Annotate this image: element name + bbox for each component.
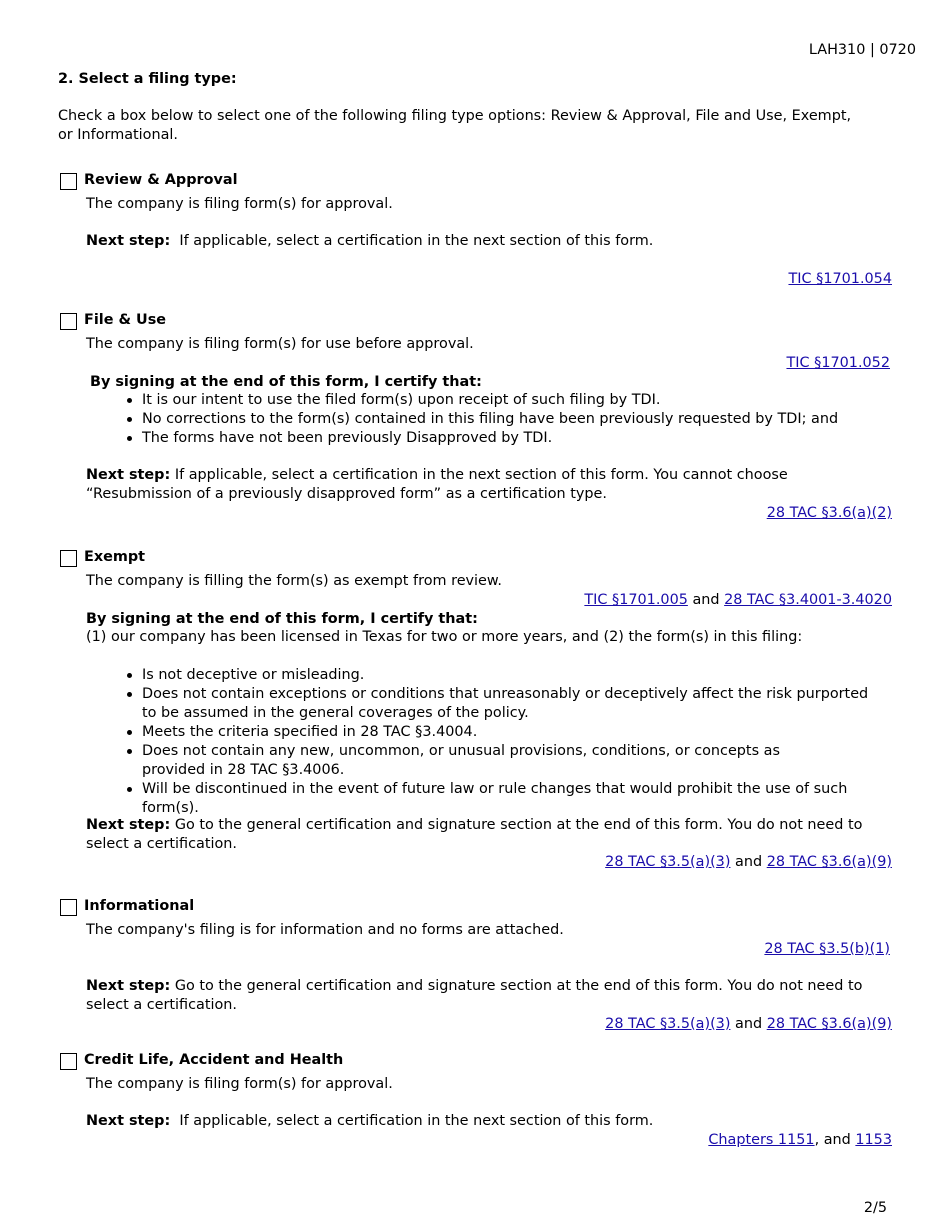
tic-1701-005-link[interactable]: TIC §1701.005	[584, 592, 688, 608]
credit-life-next-step	[86, 1112, 653, 1131]
exempt-next-step	[86, 816, 892, 854]
and-text: and	[735, 1016, 763, 1032]
file-use-description: The company is filing form(s) for use before approval.	[86, 336, 474, 352]
list-item: No corrections to the form(s) contained in this filing have been previously requested by TDI; and	[124, 410, 844, 429]
credit-life-checkbox[interactable]	[60, 1053, 77, 1070]
credit-life-references	[708, 1131, 892, 1150]
file-use-certify-heading: By signing at the end of this form, I certify that:	[90, 374, 482, 390]
list-item: Is not deceptive or misleading.	[124, 666, 874, 685]
tac-3-4001-3-4020-link[interactable]: 28 TAC §3.4001-3.4020	[724, 592, 892, 608]
informational-label: Informational	[84, 898, 195, 914]
and-text: and	[692, 592, 720, 608]
informational-bottom-references	[605, 1015, 892, 1034]
file-use-certify-list	[124, 391, 844, 448]
next-step-label: Next step:	[86, 817, 171, 833]
exempt-references	[584, 591, 892, 610]
comma-and-text: , and	[814, 1132, 851, 1148]
list-item: It is our intent to use the filed form(s) upon receipt of such filing by TDI.	[124, 391, 844, 410]
next-step-text: If applicable, select a certification in the next section of this form.	[179, 1113, 654, 1129]
section-title: 2. Select a filing type:	[58, 71, 237, 87]
chapter-1153-link[interactable]: 1153	[855, 1132, 892, 1148]
document-code: LAH310 | 0720	[808, 42, 916, 58]
file-use-checkbox[interactable]	[60, 313, 77, 330]
review-approval-next-step	[86, 232, 653, 251]
tac-3-6-a-9-link[interactable]: 28 TAC §3.6(a)(9)	[766, 854, 892, 870]
informational-reference-top	[764, 940, 890, 959]
list-item: Will be discontinued in the event of future law or rule changes that would prohibit the use of such form(s).	[124, 780, 874, 818]
next-step-label: Next step:	[86, 1113, 171, 1129]
next-step-text: Go to the general certification and signature section at the end of this form. You do not need to select a certification.	[86, 817, 863, 852]
exempt-label: Exempt	[84, 549, 146, 565]
informational-description: The company's filing is for information and no forms are attached.	[86, 922, 564, 938]
tic-1701-054-link[interactable]: TIC §1701.054	[788, 271, 892, 287]
and-text: and	[735, 854, 763, 870]
credit-life-description: The company is filing form(s) for approval.	[86, 1076, 393, 1092]
intro-text: Check a box below to select one of the following filing type options: Review & Approval, File and Use, Exempt, or Informational.	[58, 108, 852, 143]
next-step-label: Next step:	[86, 467, 171, 483]
exempt-certify-list	[124, 666, 874, 818]
next-step-label: Next step:	[86, 978, 171, 994]
file-use-reference-top	[786, 354, 890, 373]
review-approval-reference	[788, 270, 892, 289]
exempt-certify-lead: (1) our company has been licensed in Texas for two or more years, and (2) the form(s) in this filing:	[86, 629, 803, 645]
tac-3-5-b-1-link[interactable]: 28 TAC §3.5(b)(1)	[764, 941, 890, 957]
chapters-1151-link[interactable]: Chapters 1151	[708, 1132, 815, 1148]
tic-1701-052-link[interactable]: TIC §1701.052	[786, 355, 890, 371]
tac-3-6-a-2-link[interactable]: 28 TAC §3.6(a)(2)	[766, 505, 892, 521]
file-use-next-step	[86, 466, 892, 504]
file-use-reference-bottom	[767, 504, 892, 523]
list-item: Does not contain exceptions or conditions that unreasonably or deceptively affect the risk purported to be assumed in the general coverages of the policy.	[124, 685, 874, 723]
list-item: The forms have not been previously Disapproved by TDI.	[124, 429, 844, 448]
exempt-checkbox[interactable]	[60, 550, 77, 567]
tac-3-6-a-9-link[interactable]: 28 TAC §3.6(a)(9)	[766, 1016, 892, 1032]
list-item: Does not contain any new, uncommon, or unusual provisions, conditions, or concepts as provided in 28 TAC §3.4006.	[124, 742, 874, 780]
exempt-description: The company is filling the form(s) as exempt from review.	[86, 573, 502, 589]
review-approval-label: Review & Approval	[84, 172, 238, 188]
page-number: 2/5	[863, 1200, 887, 1216]
list-item: Meets the criteria specified in 28 TAC §3.4004.	[124, 723, 874, 742]
next-step-label: Next step:	[86, 233, 171, 249]
informational-checkbox[interactable]	[60, 899, 77, 916]
next-step-text: If applicable, select a certification in the next section of this form.	[179, 233, 654, 249]
next-step-text: If applicable, select a certification in the next section of this form. You cannot choose “Resubmission of a previously disapproved form” as a certification type.	[86, 467, 788, 502]
tac-3-5-a-3-link[interactable]: 28 TAC §3.5(a)(3)	[605, 1016, 731, 1032]
credit-life-label: Credit Life, Accident and Health	[84, 1052, 344, 1068]
exempt-bottom-references	[605, 853, 892, 872]
exempt-certify-heading: By signing at the end of this form, I certify that:	[86, 611, 478, 627]
next-step-text: Go to the general certification and signature section at the end of this form. You do not need to select a certification.	[86, 978, 863, 1013]
informational-next-step	[86, 977, 892, 1015]
file-use-label: File & Use	[84, 312, 167, 328]
review-approval-checkbox[interactable]	[60, 173, 77, 190]
review-approval-description: The company is filing form(s) for approval.	[86, 196, 393, 212]
tac-3-5-a-3-link[interactable]: 28 TAC §3.5(a)(3)	[605, 854, 731, 870]
